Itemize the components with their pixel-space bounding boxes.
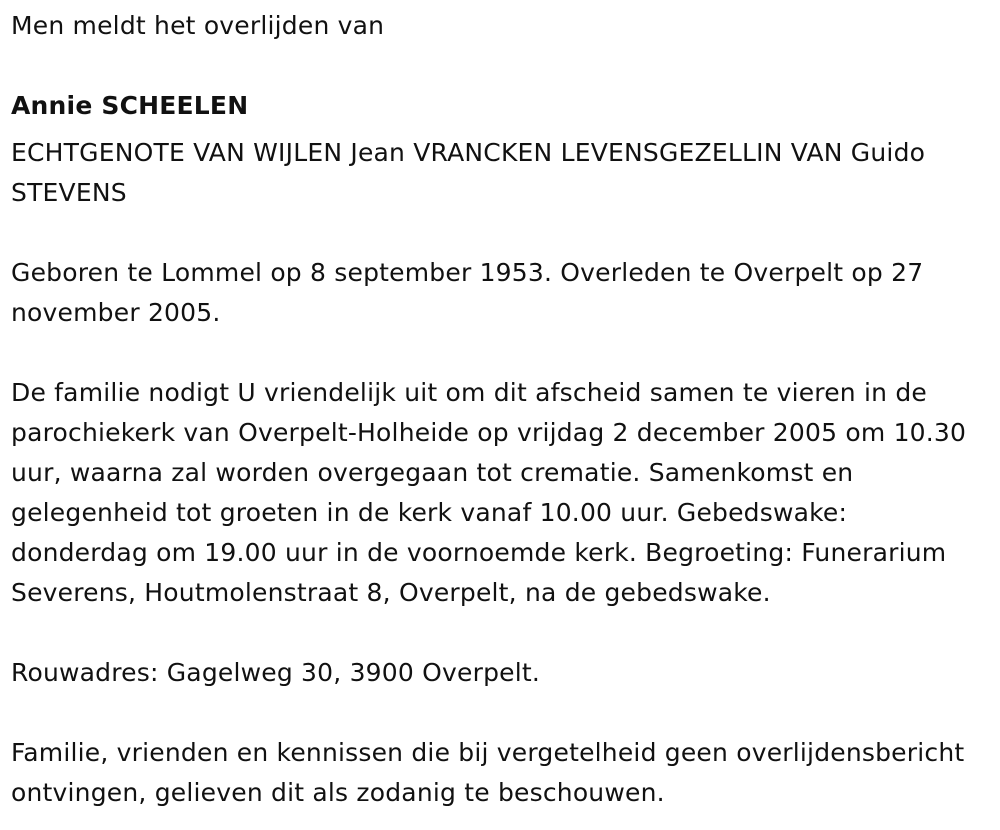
- intro-text: Men meldt het overlijden van: [11, 11, 385, 40]
- mourning-address: Rouwadres: Gagelweg 30, 3900 Overpelt.: [11, 658, 541, 687]
- closing-note: Familie, vrienden en kennissen die bij vergetelheid geen overlijdensbericht ontvingen, gelieven dit als zodanig te beschouwen.: [11, 738, 965, 807]
- birth-death-dates: Geboren te Lommel op 8 september 1953. Overleden te Overpelt op 27 november 2005.: [11, 258, 924, 327]
- ceremony-details: De familie nodigt U vriendelijk uit om dit afscheid samen te vieren in de parochiekerk van Overpelt-Holheide op vrijdag 2 december 2005 om 10.30 uur, waarna zal worden overgegaan tot crematie. Samenkomst en gelegenheid tot groeten in de kerk vanaf 10.00 uur. Gebedswake: donderdag om 19.00 uur in de voornoemde kerk. Begroeting: Funerarium Severens, Houtmolenstraat 8, Overpelt, na de gebedswake.: [11, 378, 967, 607]
- relation-text: ECHTGENOTE VAN WIJLEN Jean VRANCKEN LEVENSGEZELLIN VAN Guido STEVENS: [11, 138, 926, 207]
- deceased-name: Annie SCHEELEN: [11, 91, 249, 120]
